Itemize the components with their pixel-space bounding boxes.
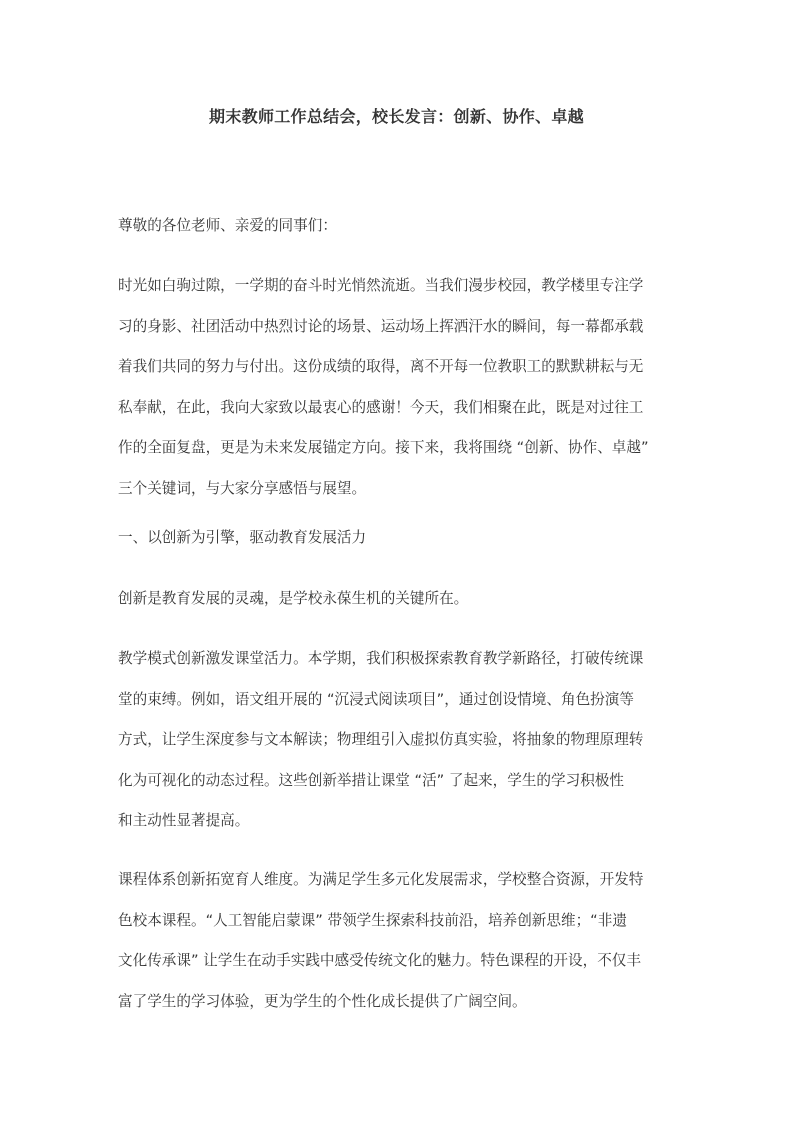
text-line: 尊敬的各位老师、亲爱的同事们： — [118, 217, 337, 234]
text-line: 习的身影、社团活动中热烈讨论的场景、运动场上挥洒汗水的瞬间，每一幕都承载 — [118, 317, 644, 335]
paragraph — [118, 860, 690, 1022]
paragraph — [118, 639, 690, 842]
text-line: 三个关键词，与大家分享感悟与展望。 — [118, 479, 367, 497]
text-line: 一、以创新为引擎，驱动教育发展活力 — [118, 529, 367, 546]
text-line: 着我们共同的努力与付出。这份成绩的取得，离不开每一位教职工的默默耕耘与无 — [118, 358, 644, 375]
text-line: 和主动性显著提高。 — [118, 812, 250, 829]
text-line: 作的全面复盘，更是为未来发展锚定方向。接下来，我将围绕 “创新、协作、卓越” — [118, 439, 649, 456]
text-line: 时光如白驹过隙，一学期的奋斗时光悄然流逝。当我们漫步校园，教学楼里专注学 — [118, 277, 644, 294]
paragraph-text — [118, 860, 690, 1022]
text-line: 色校本课程。“人工智能启蒙课” 带领学生探索科技前沿，培养创新思维；“非遗 — [118, 911, 627, 929]
paragraph-text — [118, 579, 690, 620]
paragraph-text — [118, 206, 690, 247]
paragraph — [118, 206, 690, 247]
paragraph-text — [118, 639, 690, 842]
document-title: 期末教师工作总结会，校长发言：创新、协作、卓越 — [209, 107, 584, 126]
text-line: 堂的束缚。例如，语文组开展的 “沉浸式阅读项目”，通过创设情境、角色扮演等 — [118, 690, 634, 708]
paragraph-text — [118, 266, 690, 509]
text-line: 方式，让学生深度参与文本解读；物理组引入虚拟仿真实验，将抽象的物理原理转 — [118, 731, 644, 748]
paragraph — [118, 518, 690, 559]
text-line: 富了学生的学习体验，更为学生的个性化成长提供了广阔空间。 — [118, 992, 527, 1010]
text-line: 化为可视化的动态过程。这些创新举措让课堂 “活” 了起来，学生的学习积极性 — [118, 771, 624, 789]
paragraph-text — [118, 518, 690, 559]
text-line: 私奉献，在此，我向大家致以最衷心的感谢！今天，我们相聚在此，既是对过往工 — [118, 398, 644, 416]
paragraph — [118, 266, 690, 509]
text-line: 课程体系创新拓宽育人维度。为满足学生多元化发展需求，学校整合资源，开发特 — [118, 871, 644, 888]
paragraph — [118, 579, 690, 620]
text-line: 创新是教育发展的灵魂，是学校永葆生机的关键所在。 — [118, 590, 469, 607]
text-line: 教学模式创新激发课堂活力。本学期，我们积极探索教育教学新路径，打破传统课 — [118, 650, 644, 667]
text-line: 文化传承课” 让学生在动手实践中感受传统文化的魅力。特色课程的开设，不仅丰 — [118, 952, 641, 969]
